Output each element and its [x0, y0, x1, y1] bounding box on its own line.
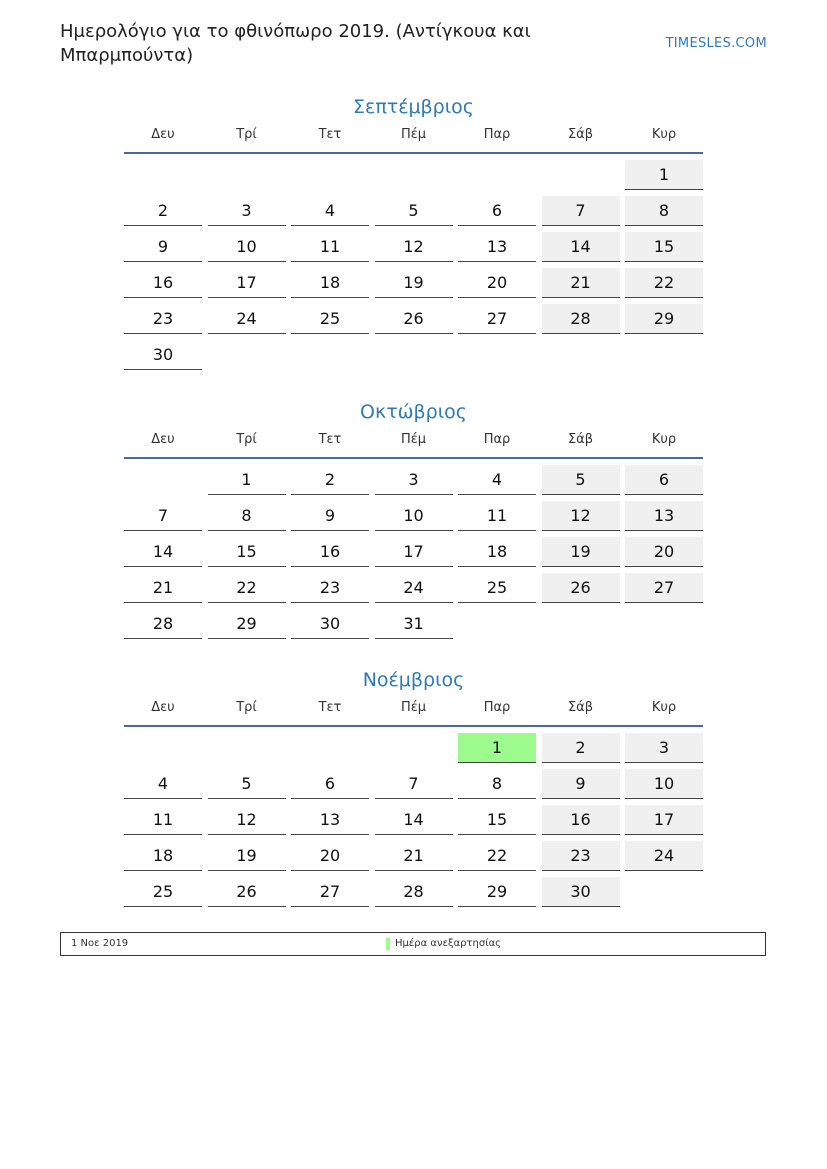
day-cell: 30	[124, 340, 202, 370]
day-cell: 7	[124, 501, 202, 531]
day-cell: 2	[124, 196, 202, 226]
day-cell: 15	[458, 805, 536, 835]
day-cell: 25	[124, 877, 202, 907]
day-cell: 23	[291, 573, 369, 603]
day-cell: 25	[458, 573, 536, 603]
day-cell: 17	[625, 805, 703, 835]
month-title: Οκτώβριος	[360, 401, 467, 423]
day-cell: 16	[291, 537, 369, 567]
header-divider	[124, 457, 703, 459]
day-cell: 10	[375, 501, 453, 531]
day-cell: 15	[208, 537, 286, 567]
day-cell: 3	[375, 465, 453, 495]
day-cell: 11	[291, 232, 369, 262]
day-cell: 27	[291, 877, 369, 907]
empty-cell	[375, 733, 453, 763]
day-cell: 7	[542, 196, 620, 226]
day-cell: 17	[208, 268, 286, 298]
empty-cell	[291, 160, 369, 190]
day-cell: 23	[542, 841, 620, 871]
day-cell: 13	[458, 232, 536, 262]
weekday-label: Δευ	[151, 127, 175, 142]
empty-cell	[124, 733, 202, 763]
month-september	[124, 92, 703, 370]
day-cell: 24	[625, 841, 703, 871]
weekday-label: Τετ	[318, 432, 342, 447]
day-cell: 26	[208, 877, 286, 907]
day-cell: 30	[291, 609, 369, 639]
month-title: Σεπτέμβριος	[353, 96, 474, 118]
day-cell: 14	[375, 805, 453, 835]
day-cell: 22	[208, 573, 286, 603]
day-cell: 5	[375, 196, 453, 226]
day-cell: 7	[375, 769, 453, 799]
day-cell: 11	[124, 805, 202, 835]
day-cell: 21	[542, 268, 620, 298]
weekday-label: Κυρ	[651, 127, 677, 142]
day-cell: 11	[458, 501, 536, 531]
weekday-label: Τρί	[236, 700, 257, 715]
day-cell: 27	[625, 573, 703, 603]
empty-cell	[291, 733, 369, 763]
weekday-header	[124, 122, 703, 148]
day-cell: 2	[291, 465, 369, 495]
day-cell: 24	[375, 573, 453, 603]
day-cell: 19	[208, 841, 286, 871]
day-cell: 6	[625, 465, 703, 495]
day-cell: 6	[458, 196, 536, 226]
weekday-label: Δευ	[151, 432, 175, 447]
day-cell: 23	[124, 304, 202, 334]
day-cell: 16	[542, 805, 620, 835]
day-cell: 28	[124, 609, 202, 639]
day-cell: 29	[458, 877, 536, 907]
weekday-label: Κυρ	[651, 432, 677, 447]
day-cell: 22	[625, 268, 703, 298]
day-cell: 28	[542, 304, 620, 334]
empty-cell	[458, 160, 536, 190]
day-cell: 9	[124, 232, 202, 262]
day-cell: 4	[458, 465, 536, 495]
weekday-label: Τρί	[236, 127, 257, 142]
month-title: Νοέμβριος	[362, 669, 465, 691]
day-cell: 6	[291, 769, 369, 799]
holiday-color-swatch	[386, 938, 390, 950]
day-cell: 14	[542, 232, 620, 262]
empty-cell	[375, 160, 453, 190]
weekday-label: Σάβ	[567, 700, 594, 715]
day-cell: 8	[625, 196, 703, 226]
day-cell: 21	[124, 573, 202, 603]
weekday-header	[124, 427, 703, 453]
day-cell: 13	[625, 501, 703, 531]
header-divider	[124, 725, 703, 727]
day-cell: 5	[542, 465, 620, 495]
empty-cell	[208, 160, 286, 190]
day-cell: 27	[458, 304, 536, 334]
month-november	[124, 665, 703, 907]
day-cell: 30	[542, 877, 620, 907]
weekday-label: Παρ	[483, 700, 511, 715]
day-cell: 29	[208, 609, 286, 639]
day-cell: 12	[208, 805, 286, 835]
day-cell: 28	[375, 877, 453, 907]
month-october	[124, 397, 703, 639]
brand-link[interactable]: TIMESLES.COM	[665, 36, 767, 51]
weekday-label: Σάβ	[567, 127, 594, 142]
day-cell: 22	[458, 841, 536, 871]
day-cell: 1	[208, 465, 286, 495]
day-cell: 26	[542, 573, 620, 603]
day-cell: 4	[291, 196, 369, 226]
legend-holiday-name: Ημέρα ανεξαρτησίας	[395, 938, 502, 949]
weekday-label: Τετ	[318, 700, 342, 715]
day-cell: 9	[291, 501, 369, 531]
weekday-label: Παρ	[483, 127, 511, 142]
empty-cell	[124, 160, 202, 190]
day-cell: 31	[375, 609, 453, 639]
day-cell: 2	[542, 733, 620, 763]
day-cell: 12	[542, 501, 620, 531]
day-cell: 9	[542, 769, 620, 799]
day-cell: 3	[208, 196, 286, 226]
day-cell: 1	[625, 160, 703, 190]
day-cell: 24	[208, 304, 286, 334]
day-cell: 20	[458, 268, 536, 298]
day-cell: 4	[124, 769, 202, 799]
weekday-label: Δευ	[151, 700, 175, 715]
day-cell: 18	[458, 537, 536, 567]
weekday-label: Κυρ	[651, 700, 677, 715]
weekday-label: Παρ	[483, 432, 511, 447]
header-divider	[124, 152, 703, 154]
day-cell: 19	[375, 268, 453, 298]
day-cell: 26	[375, 304, 453, 334]
day-grid	[124, 160, 703, 370]
day-cell: 25	[291, 304, 369, 334]
weekday-label: Πέμ	[400, 700, 427, 715]
empty-cell	[124, 465, 202, 495]
day-cell: 20	[625, 537, 703, 567]
day-cell: 20	[291, 841, 369, 871]
weekday-label: Πέμ	[400, 127, 427, 142]
weekday-label: Τρί	[236, 432, 257, 447]
legend-date: 1 Νοε 2019	[71, 938, 129, 949]
day-cell: 12	[375, 232, 453, 262]
day-cell: 13	[291, 805, 369, 835]
day-cell: 29	[625, 304, 703, 334]
day-cell: 14	[124, 537, 202, 567]
day-cell: 17	[375, 537, 453, 567]
day-cell: 10	[208, 232, 286, 262]
day-cell: 21	[375, 841, 453, 871]
weekday-header	[124, 695, 703, 721]
page-title: Ημερολόγιο για το φθινόπωρο 2019. (Αντίγκουα και Μπαρμπούντα)	[60, 21, 531, 66]
weekday-label: Σάβ	[567, 432, 594, 447]
day-cell: 16	[124, 268, 202, 298]
day-cell: 8	[458, 769, 536, 799]
day-cell: 19	[542, 537, 620, 567]
day-cell: 18	[291, 268, 369, 298]
empty-cell	[542, 160, 620, 190]
day-cell: 10	[625, 769, 703, 799]
weekday-label: Πέμ	[400, 432, 427, 447]
holiday-day-cell: 1	[458, 733, 536, 763]
empty-cell	[208, 733, 286, 763]
day-grid	[124, 733, 703, 907]
day-cell: 3	[625, 733, 703, 763]
day-cell: 18	[124, 841, 202, 871]
holiday-legend	[60, 932, 766, 956]
day-grid	[124, 465, 703, 639]
day-cell: 5	[208, 769, 286, 799]
day-cell: 8	[208, 501, 286, 531]
weekday-label: Τετ	[318, 127, 342, 142]
day-cell: 15	[625, 232, 703, 262]
